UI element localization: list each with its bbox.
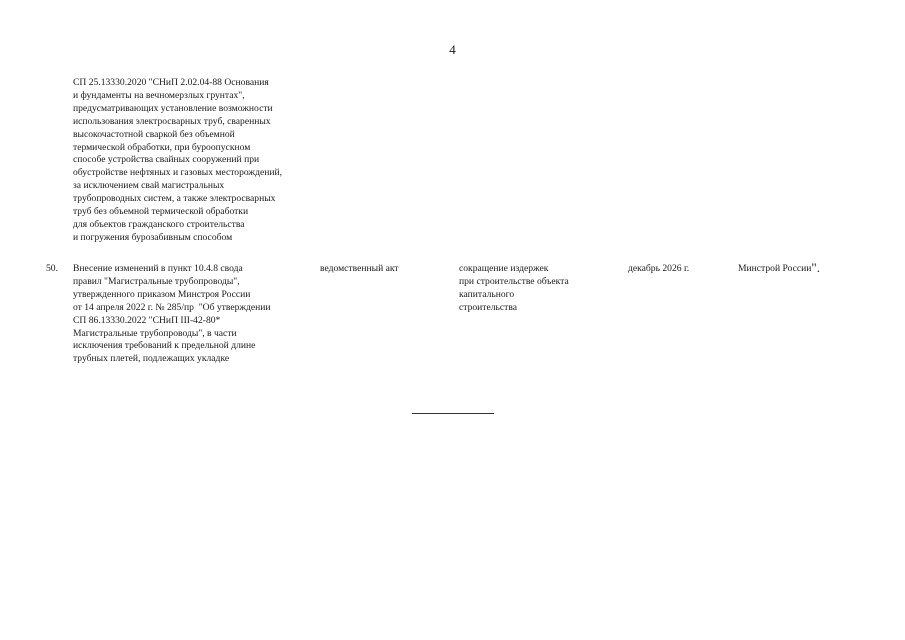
end-of-document-rule — [412, 413, 494, 414]
text-line: СП 86.13330.2022 "СНиП III-42-80* — [73, 314, 221, 326]
text-line: обустройстве нефтяных и газовых месторождений, — [73, 167, 283, 179]
text-line: способе устройства свайных сооружений при — [73, 154, 260, 166]
text-line: термической обработки, при буроопускном — [73, 141, 251, 153]
row-expected-effect — [459, 263, 569, 315]
text-line: использования электросварных труб, сваренных — [73, 115, 271, 127]
continued-item-text — [73, 77, 282, 245]
closing-quote-mark: ". — [811, 260, 820, 275]
row-description — [73, 263, 271, 366]
text-line: высокочастотной сваркой без объемной — [73, 128, 235, 140]
row-responsible — [738, 260, 820, 276]
text-line: трубопроводных систем, а также электросварных — [73, 193, 276, 205]
responsible-body: Минстрой России — [738, 263, 812, 274]
text-line: и фундаменты на вечномерзлых грунтах", — [73, 89, 245, 101]
text-line: предусматривающих установление возможности — [73, 102, 273, 114]
text-line: от 14 апреля 2022 г. № 285/пр "Об утверждении — [73, 301, 271, 313]
text-line: утвержденного приказом Минстроя России — [73, 288, 251, 300]
text-line: труб без объемной термической обработки — [73, 206, 249, 218]
text-line: трубных плетей, подлежащих укладке — [73, 353, 230, 365]
text-line: при строительстве объекта — [459, 275, 569, 287]
text-line: для объектов гражданского строительства — [73, 218, 245, 230]
text-line: Магистральные трубопроводы", в части — [73, 327, 237, 339]
text-line: капитального — [459, 288, 515, 300]
text-line: и погружения бурозабивным способом — [73, 231, 233, 243]
text-line: СП 25.13330.2020 "СНиП 2.02.04-88 Основания — [73, 77, 269, 88]
text-line: правил "Магистральные трубопроводы", — [73, 275, 240, 287]
page-number: 4 — [449, 42, 456, 57]
row-number: 50. — [46, 263, 58, 274]
text-line: сокращение издержек — [459, 263, 549, 274]
text-line: Внесение изменений в пункт 10.4.8 свода — [73, 263, 243, 274]
text-line: строительства — [459, 301, 518, 313]
text-line: исключения требований к предельной длине — [73, 340, 256, 352]
row-deadline: декабрь 2026 г. — [628, 263, 690, 274]
row-act-type: ведомственный акт — [320, 263, 399, 274]
text-line: за исключением свай магистральных — [73, 180, 225, 192]
